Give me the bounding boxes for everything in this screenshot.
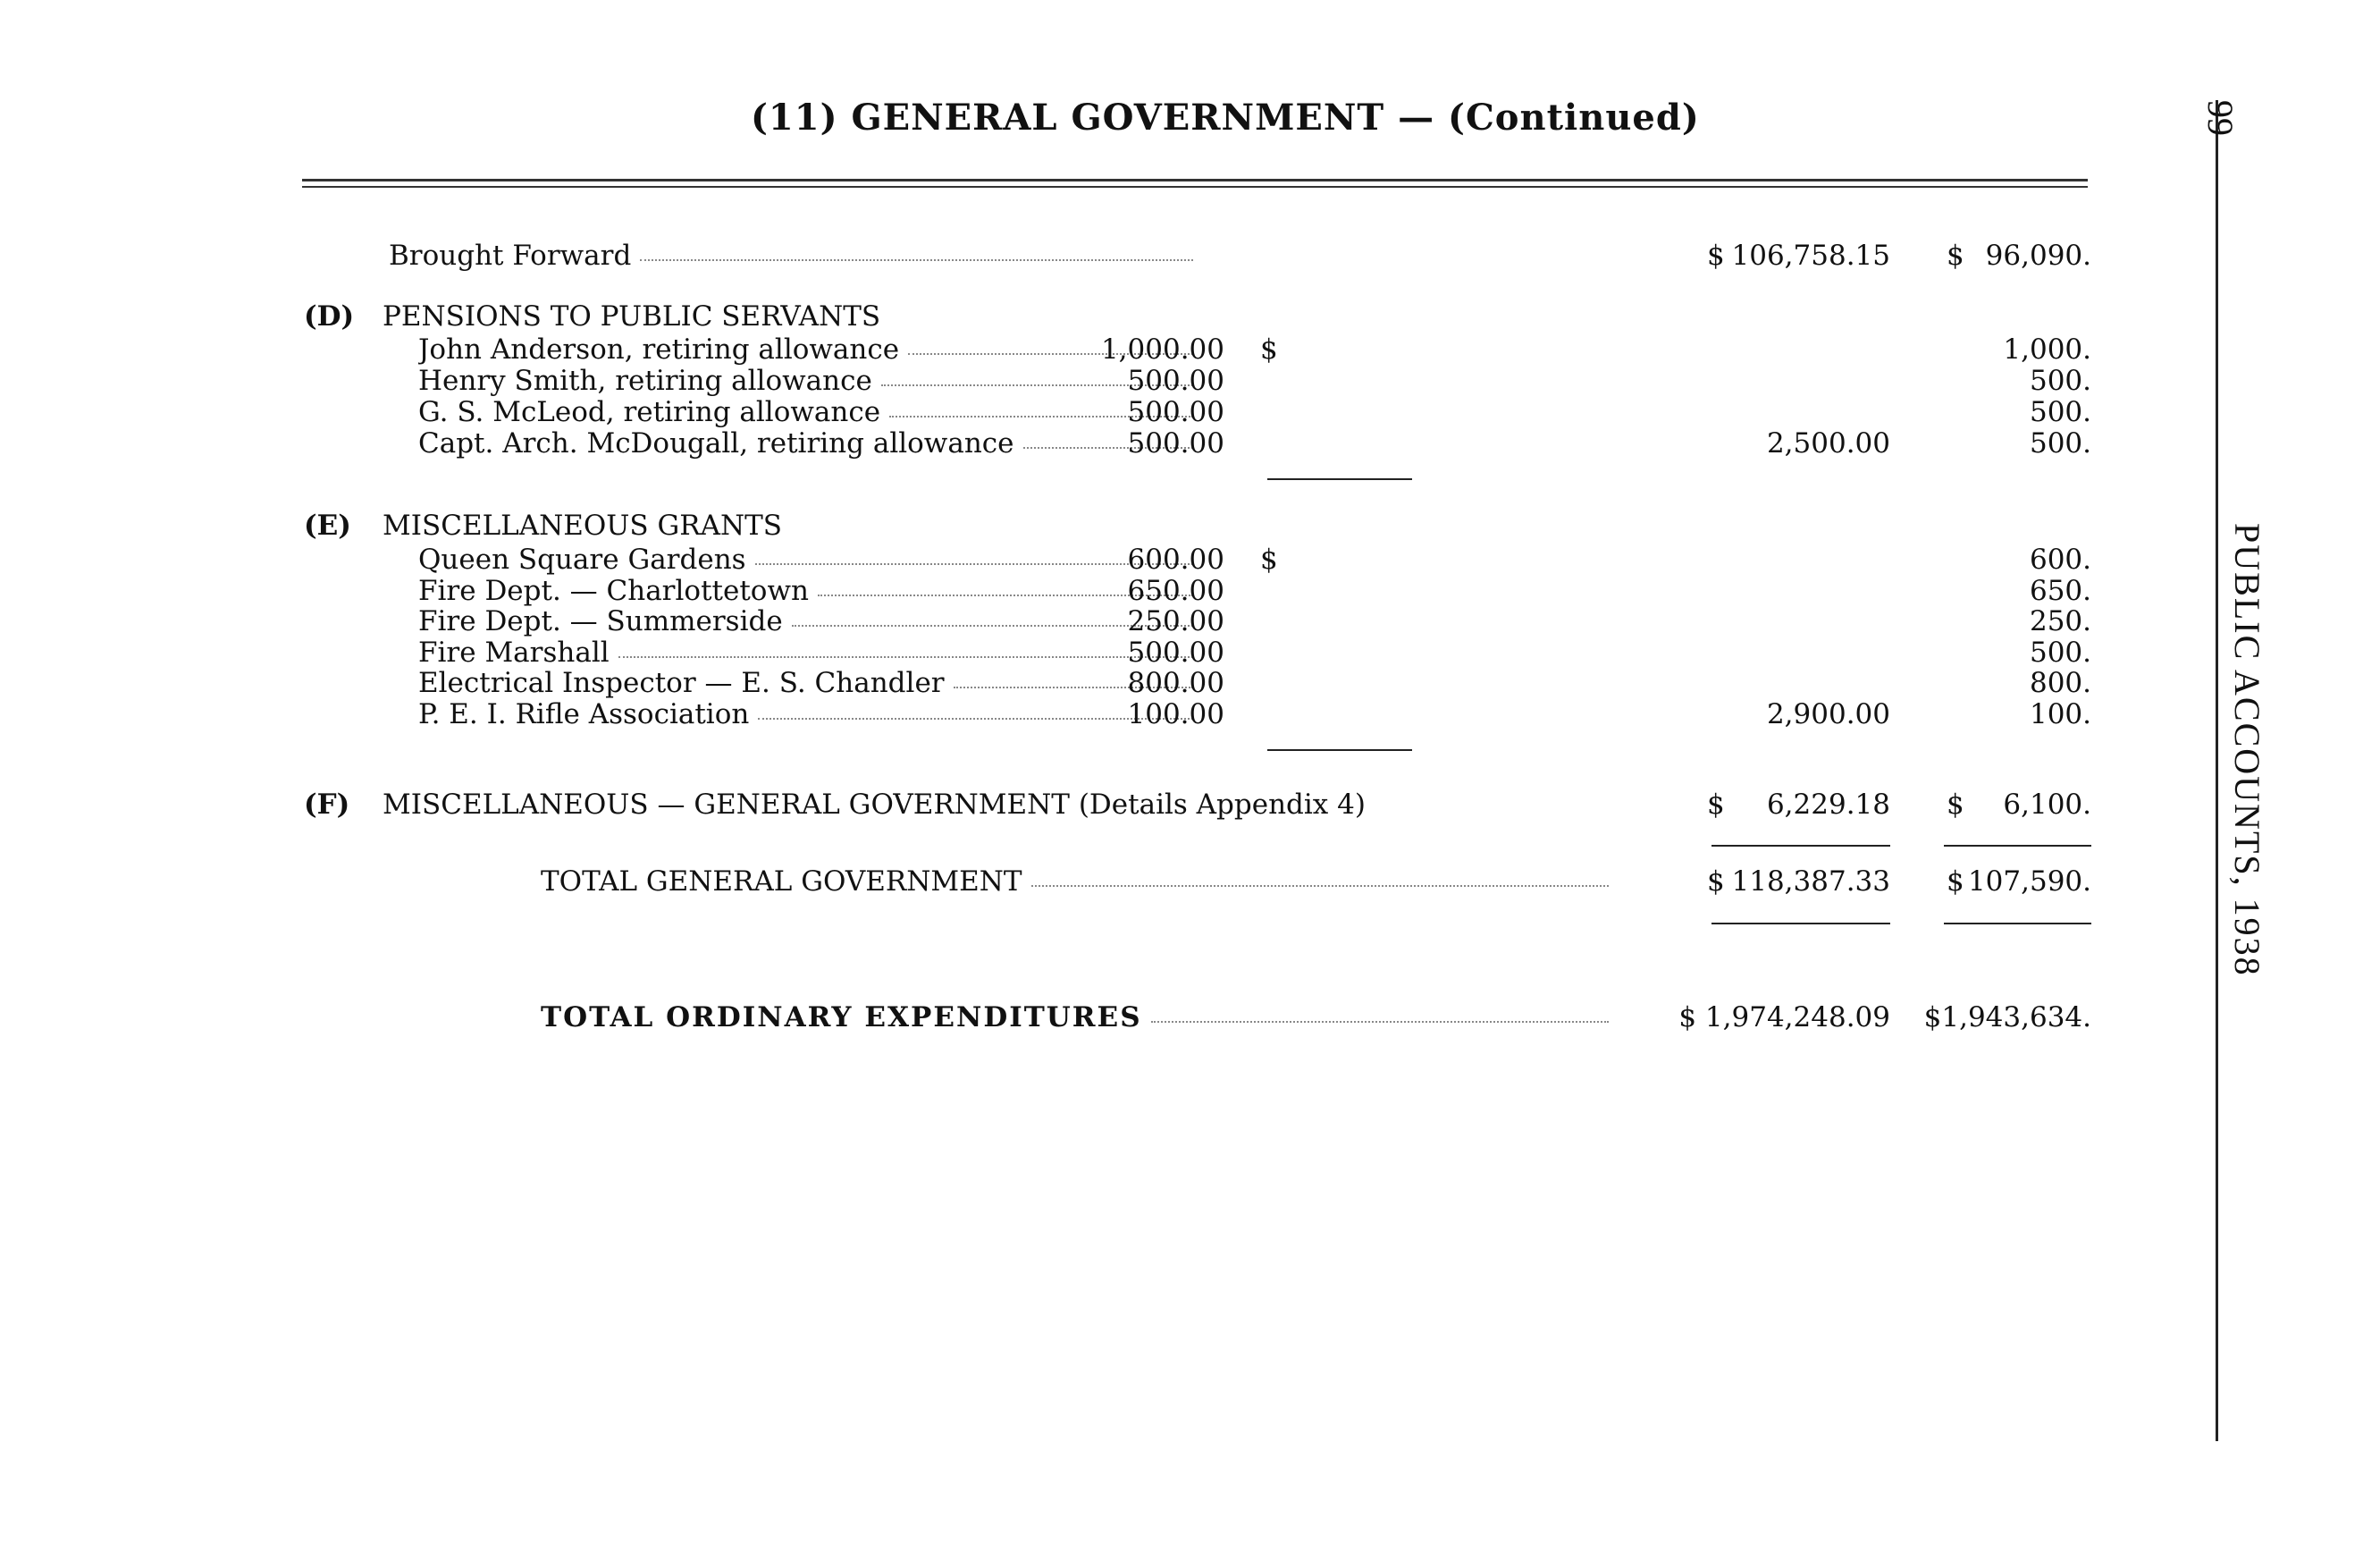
amount-previous: 500.: [2029, 396, 2091, 428]
total-rule: [1711, 923, 1890, 924]
total-rule: [1711, 845, 1890, 847]
line-item-label: P. E. I. Rifle Association: [418, 698, 1193, 730]
dollar-sign: $: [1947, 865, 1964, 898]
dollar-sign: $: [1707, 240, 1725, 272]
amount-previous: 500.: [2029, 636, 2091, 669]
amount-previous: 800.: [2029, 667, 2091, 699]
amount-previous: 500.: [2029, 427, 2091, 460]
total-general-row: [0, 865, 2145, 898]
section-letter: (E): [304, 510, 351, 542]
section-title: MISCELLANEOUS — GENERAL GOVERNMENT (Details Appendix 4): [383, 789, 1366, 821]
amount-previous: 250.: [2029, 605, 2091, 637]
line-item-row: [0, 698, 2145, 730]
item-amount: 250.00: [1127, 605, 1224, 637]
running-title: PUBLIC ACCOUNTS, 1938: [2227, 523, 2267, 977]
dollar-sign: $: [1707, 865, 1725, 898]
title-rule-top: [302, 179, 2088, 181]
line-item-row: [0, 667, 2145, 699]
total-general-label: TOTAL GENERAL GOVERNMENT: [541, 865, 1609, 898]
total-ordinary-label: TOTAL ORDINARY EXPENDITURES: [541, 1001, 1609, 1033]
amount-previous: 600.: [2029, 544, 2091, 576]
section-d-heading: [0, 300, 2145, 333]
item-amount: 100.00: [1127, 697, 1224, 730]
page-title: (11) GENERAL GOVERNMENT — (Continued): [751, 97, 1700, 139]
subtotal-rule: [1267, 749, 1412, 751]
section-title: PENSIONS TO PUBLIC SERVANTS: [383, 300, 881, 333]
subtotal-rule: [1267, 478, 1412, 480]
item-amount: 500.00: [1127, 365, 1224, 397]
line-item-label: John Anderson, retiring allowance: [418, 333, 1193, 366]
item-amount: 800.00: [1127, 667, 1224, 699]
section-letter: (F): [304, 789, 350, 821]
amount-previous: 96,090.: [1985, 240, 2091, 272]
page-number: 99: [2200, 100, 2241, 136]
item-amount: 1,000.00: [1100, 333, 1224, 366]
amount-previous: 107,590.: [1967, 865, 2091, 898]
dollar-sign: $: [1707, 789, 1725, 821]
amount-previous: $1,943,634.: [1923, 1001, 2091, 1033]
total-rule: [1944, 923, 2091, 924]
line-item-row: [0, 605, 2145, 637]
line-item-row: [0, 365, 2145, 397]
line-item-label: Fire Dept. — Charlottetown: [418, 575, 1193, 607]
amount-previous: 1,000.: [2003, 333, 2091, 366]
section-letter: (D): [304, 300, 355, 333]
line-item-label: Capt. Arch. McDougall, retiring allowance: [418, 427, 1193, 460]
margin-rule: [2216, 100, 2218, 1441]
amount-previous: 500.: [2029, 365, 2091, 397]
line-item-label: Electrical Inspector — E. S. Chandler: [418, 667, 1193, 699]
line-item-label: Fire Dept. — Summerside: [418, 605, 1193, 637]
item-amount: 500.00: [1127, 427, 1224, 460]
brought-forward-row: [0, 240, 2145, 272]
line-item-label: Queen Square Gardens: [418, 544, 1193, 576]
amount-previous: 6,100.: [2003, 789, 2091, 821]
brought-forward-label: Brought Forward: [389, 240, 1193, 272]
line-item-row: [0, 544, 2145, 576]
line-item-row: [0, 575, 2145, 607]
subtotal-amount: 2,900.00: [1766, 697, 1890, 730]
item-amount: 600.00: [1127, 544, 1224, 576]
section-e-heading: [0, 510, 2145, 542]
total-rule: [1944, 845, 2091, 847]
line-item-row: [0, 427, 2145, 460]
subtotal-amount: 2,500.00: [1766, 427, 1890, 460]
dollar-sign: $: [1260, 544, 1278, 576]
title-rule-bottom: [302, 186, 2088, 188]
dollar-sign: $: [1947, 789, 1964, 821]
dollar-sign: $: [1947, 240, 1964, 272]
line-item-row: [0, 637, 2145, 669]
line-item-label: Henry Smith, retiring allowance: [418, 365, 1193, 397]
item-amount: 650.00: [1127, 574, 1224, 607]
amount-current: 106,758.15: [1731, 240, 1890, 272]
line-item-label: Fire Marshall: [418, 637, 1193, 669]
amount-previous: 650.: [2029, 574, 2091, 607]
amount-current: $ 1,974,248.09: [1678, 1001, 1890, 1033]
line-item-row: [0, 396, 2145, 428]
amount-previous: 100.: [2029, 697, 2091, 730]
section-title: MISCELLANEOUS GRANTS: [383, 510, 783, 542]
dollar-sign: $: [1260, 333, 1278, 366]
line-item-row: [0, 333, 2145, 366]
total-ordinary-row: [0, 1001, 2145, 1033]
item-amount: 500.00: [1127, 636, 1224, 669]
line-item-label: G. S. McLeod, retiring allowance: [418, 396, 1193, 428]
section-f-row: [0, 789, 2145, 821]
amount-current: 6,229.18: [1766, 789, 1890, 821]
item-amount: 500.00: [1127, 396, 1224, 428]
amount-current: 118,387.33: [1731, 865, 1890, 898]
